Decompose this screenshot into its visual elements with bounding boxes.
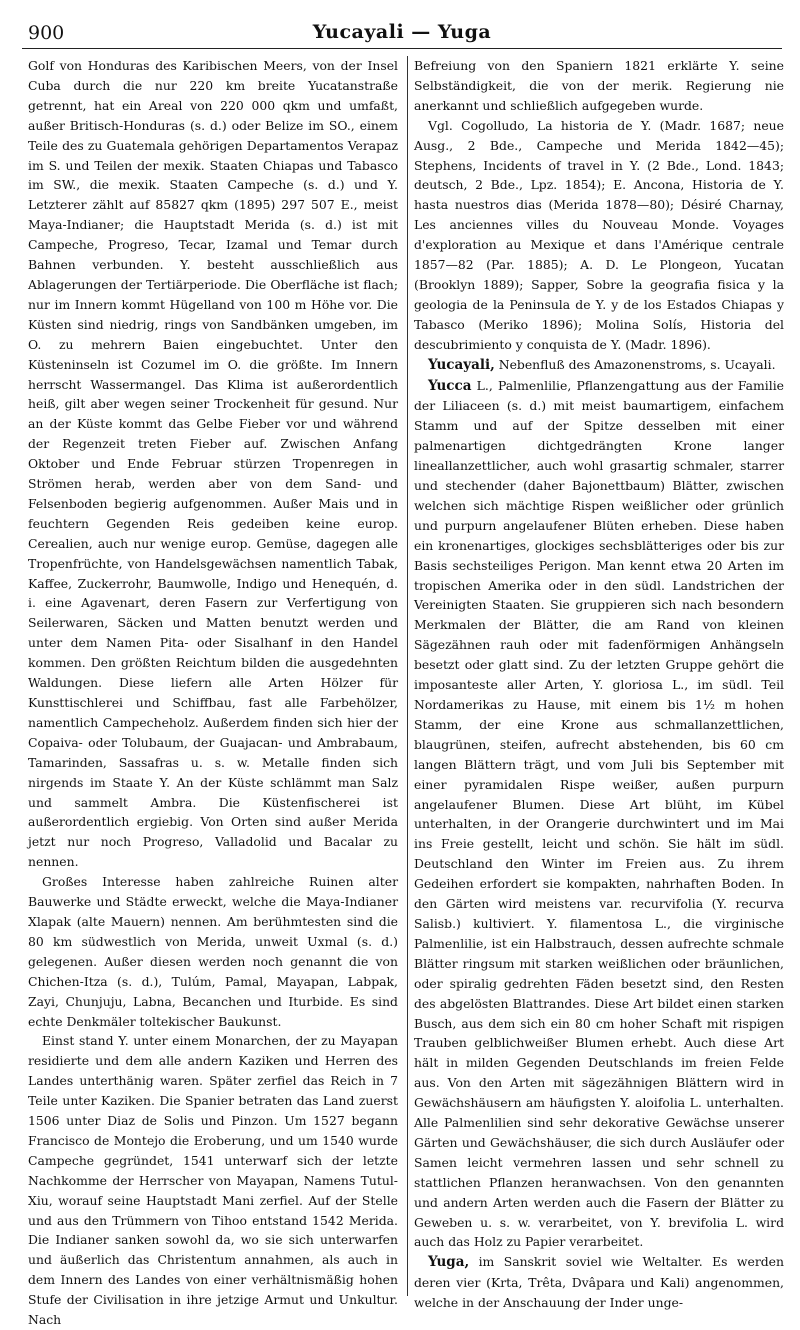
- right-column: [414, 56, 784, 1311]
- paragraph-yucatan-bibliography: Vgl. Cogolludo, La historia de Y. (Madr. 1687; neue Ausg., 2 Bde., Campeche und Merida 1842—45); Stephens, Incidents of travel in Y. (2 Bde., Lond. 1843; deutsch, 2 Bde., Lpz. 1854); E. Ancona, Historia de Y. hasta nuestros dias (Merida 1878—80); Désiré Charnay, Les anciennes villes du Nouveau Monde. Voyages d'exploration au Mexique et dans l'Amérique centrale 1857—82 (Par. 1885); A. D. Le Plongeon, Yucatan (Brooklyn 1889); Sapper, Sobre la geografia fisica y la geologia de la Peninsula de Y. y de los Estados Chiapas y Tabasco (Meriko 1896); Molina Solís, Historia del descubrimiento y conquista de Y. (Madr. 1896).: [414, 117, 784, 352]
- paragraph-yucatan-independence: Befreiung von den Spaniern 1821 erklärte Y. seine Selbständigkeit, die von der merik. Regierung nie anerkannt und schließlich aufgegeben wurde.: [414, 58, 784, 113]
- headword-yucca: Yucca: [428, 377, 472, 394]
- entry-yucca-text: L., Palmenlilie, Pflanzengattung aus der Familie der Liliaceen (s. d.) mit meist baumartigem, einfachem Stamm und auf der Spitze desselben mit einer palmenartigen dichtgedrängten Krone langer lineallanzettlicher, auch wohl grasartig schmaler, starrer und stechender (daher Bajonettbaum) Blätter, zwischen welchen sich mächtige Rispen weißlicher oder grünlich und purpurn angelaufener Blüten erheben. Diese haben ein kronenartiges, glockiges sechsblätteriges oder bis zur Basis sechsteiliges Perigon. Man kennt etwa 20 Arten im tropischen Amerika oder in den südl. Landstrichen der Vereinigten Staaten. Sie gruppieren sich nach besondern Merkmalen der Blätter, die am Rand von kleinen Sägezähnen rauh oder mit fadenförmigen Anhängseln besetzt oder glatt sind. Zu der letzten Gruppe gehört die imposanteste aller Arten, Y. gloriosa L., im südl. Teil Nordamerikas zu Hause, mit einem bis 1½ m hohen Stamm, der eine Krone aus schmallanzettlichen, blaugrünen, steifen, aufrecht abstehenden, bis 60 cm langen Blättern trägt, und vom Juli bis September mit einer pyramidalen Rispe weißer, außen purpurn angelaufener Blumen. Diese Art blüht, im Kübel unterhalten, in der Orangerie durchwintert und im Mai ins Freie gestellt, leicht und schön. Sie hält im südl. Deutschland den Winter im Freien aus. Zu ihrem Gedeihen erfordert sie kompakten, nahrhaften Boden. In den Gärten wird meistens var. recurvifolia (Y. recurva Salisb.) kultiviert. Y. filamentosa L., die virginische Palmenlilie, ist ein Halbstrauch, dessen aufrechte schmale Blätter ringsum mit starken weißlichen oder bräunlichen, oder spiralig gedrehten Fäden besetzt sind, den Resten des abgelösten Blattrandes. Diese Art bildet einen starken Busch, aus dem sich ein 80 cm hoher Schaft mit rispigen Trauben gelblichweißer Blumen erhebt. Auch diese Art hält in milden Gegenden Deutschlands im freien Felde aus. Von den Arten mit sägezähnigen Blättern wird in Gewächshäusern am häufigsten Y. aloifolia L. unterhalten. Alle Palmenlilien sind sehr dekorative Gewächse unserer Gärten und Gewächshäuser, die sich durch Ausläufer oder Samen leicht vermehren lassen und sehr schnell zu stattlichen Pflanzen heranwachsen. Von den genannten und andern Arten werden auch die Fasern der Blätter zu Geweben u. s. w. verarbeitet, von Y. brevifolia L. wird auch das Holz zu Papier verarbeitet.: [414, 377, 784, 1250]
- paragraph-yucatan-ruins: Großes Interesse haben zahlreiche Ruinen alter Bauwerke und Städte erweckt, welche die Maya-Indianer Xlapak (alte Mauern) nennen. Am berühmtesten sind die 80 km südwestlich von Merida, unweit Uxmal (s. d.) gelegenen. Außer diesen werden noch genannt die von Chichen-Itza (s. d.), Tulúm, Pamal, Mayapan, Labpak, Zayi, Chunjuju, Labna, Becanchen und Iturbide. Es sind echte Denkmäler toltekischer Baukunst.: [28, 874, 398, 1029]
- entry-yuga: [414, 1252, 784, 1313]
- page-header: [22, 18, 782, 49]
- text-columns: [22, 56, 784, 1328]
- entry-yuga-text: im Sanskrit soviel wie Weltalter. Es werden deren vier (Krta, Trêta, Dvâpara und Kali) angenommen, welche in der Anschauung der Inder unge-: [414, 1254, 784, 1311]
- dictionary-page: [22, 18, 784, 1328]
- entry-yucayali: [414, 355, 784, 376]
- column-divider: [407, 56, 408, 1296]
- page-number: 900: [28, 22, 65, 44]
- paragraph-yucatan-geography: Golf von Honduras des Karibischen Meers, von der Insel Cuba durch die nur 220 km breite Yucatanstraße getrennt, hat ein Areal von 220 000 qkm und umfaßt, außer Britisch-Honduras (s. d.) oder Belize im SO., einem Teile des zu Guatemala gehörigen Departamentos Verapaz im S. und Teilen der mexik. Staaten Chiapas und Tabasco im SW., die mexik. Staaten Campeche (s. d.) und Y. Letzterer zählt auf 85827 qkm (1895) 297 507 E., meist Maya-Indianer; die Hauptstadt Merida (s. d.) ist mit Campeche, Progreso, Tecar, Izamal und Temar durch Bahnen verbunden. Y. besteht ausschließlich aus Ablagerungen der Tertiärperiode. Die Oberfläche ist flach; nur im Innern kommt Hügelland von 100 m Höhe vor. Die Küsten sind niedrig, rings von Sandbänken umgeben, im O. zu mehrern Baien eingebuchtet. Unter den Küsteninseln ist Cozumel im O. die größte. Im Innern herrscht Wassermangel. Das Klima ist außerordentlich heiß, gilt aber wegen seiner Trockenheit für gesund. Nur an der Küste kommt das Gelbe Fieber vor und während der Regenzeit treten Fieber auf. Zwischen Anfang Oktober und Ende Februar stürzen Tropenregen in Strömen herab, werden aber von dem Sand- und Felsenboden begierig aufgenommen. Außer Mais und in feuchtern Gegenden Reis gedeiben keine europ. Cerealien, auch nur wenige europ. Gemüse, dagegen alle Tropenfrüchte, von Handelsgewächsen namentlich Tabak, Kaffee, Zuckerrohr, Baumwolle, Indigo und Henequén, d. i. eine Agavenart, deren Fasern zur Verfertigung von Seilerwaren, Säcken und Matten benutzt werden und unter dem Namen Pita- oder Sisalhanf in den Handel kommen. Den größten Reichtum bilden die ausgedehnten Waldungen. Diese liefern alle Arten Hölzer für Kunsttischlerei und Schiffbau, fast alle Farbehölzer, namentlich Campecheholz. Außerdem finden sich hier der Copaiva- oder Tolubaum, der Guajacan- und Ambrabaum, Tamarinden, Sassafras u. s. w. Metalle finden sich nirgends im Staate Y. An der Küste schlämmt man Salz und sammelt Ambra. Die Küstenfischerei ist außerordentlich ergiebig. Von Orten sind außer Merida jetzt nur noch Progreso, Valladolid und Bacalar zu nennen.: [28, 58, 398, 870]
- headword-yucayali: Yucayali,: [428, 356, 495, 373]
- headword-yuga: Yuga,: [428, 1254, 470, 1271]
- left-column: [28, 56, 398, 1328]
- entry-yucca: [414, 376, 784, 1253]
- running-title: Yucayali — Yuga: [312, 21, 492, 43]
- paragraph-yucatan-history: Einst stand Y. unter einem Monarchen, der zu Mayapan residierte und dem alle andern Kaziken und Herren des Landes unterthänig waren. Später zerfiel das Reich in 7 Teile unter Kaziken. Die Spanier betraten das Land zuerst 1506 unter Diaz de Solis und Pinzon. Um 1527 begann Francisco de Montejo die Eroberung, und um 1540 wurde Campeche gegründet, 1541 unterwarf sich der letzte Nachkomme der Herrscher von Mayapan, Namens Tutul-Xiu, worauf seine Hauptstadt Mani zerfiel. Auf der Stelle und aus den Trümmern von Tihoo entstand 1542 Merida. Die Indianer sanken sowohl da, wo sie sich unterwarfen und äußerlich das Christentum annahmen, als auch in dem Innern des Landes von einer verhältnismäßig hohen Stufe der Civilisation in ihre jetzige Armut und Unkultur. Nach: [28, 1033, 398, 1328]
- entry-yucayali-text: Nebenfluß des Amazonenstroms, s. Ucayali.: [494, 356, 776, 372]
